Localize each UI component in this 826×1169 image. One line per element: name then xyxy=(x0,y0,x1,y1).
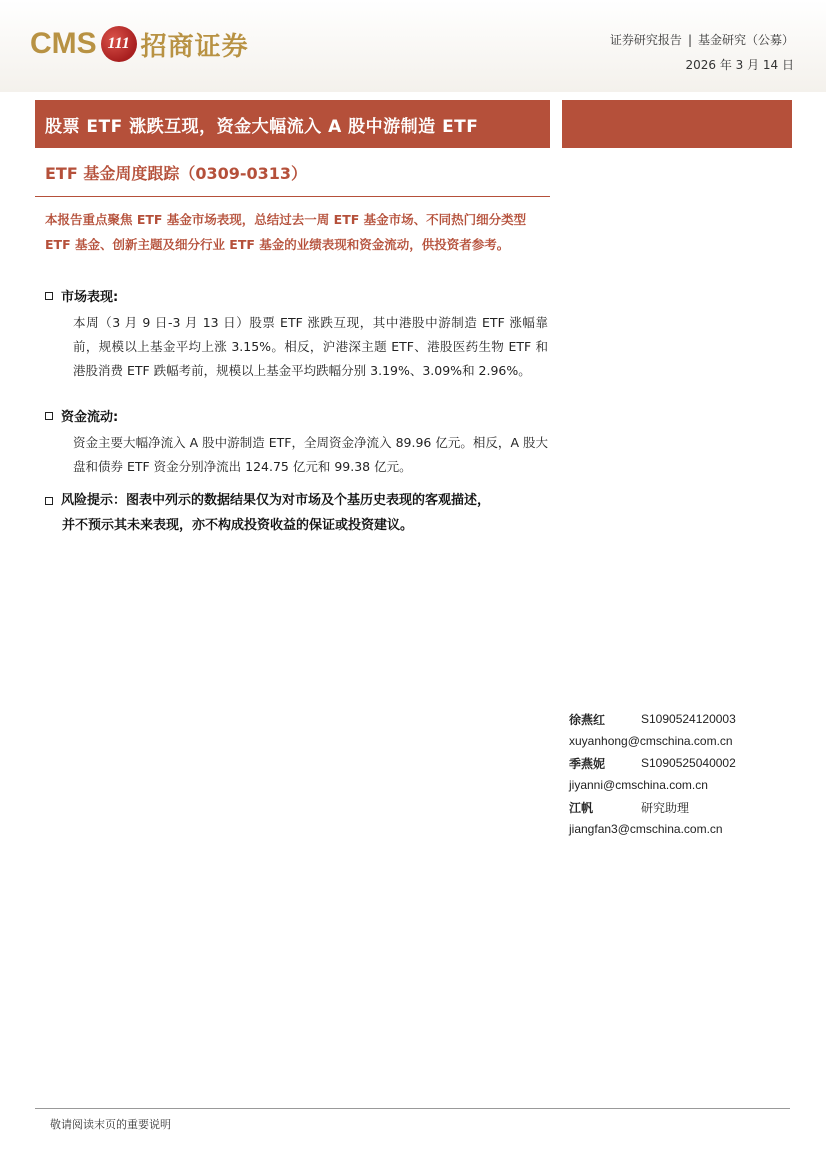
section-heading xyxy=(45,406,550,425)
sidebar-title-bar xyxy=(562,100,792,148)
subtitle-divider xyxy=(35,196,550,197)
analyst-name: 徐燕红 xyxy=(569,712,606,727)
section-body: 本周（3 月 9 日-3 月 13 日）股票 ETF 涨跌互现，其中港股中游制造 ETF 涨幅靠前，规模以上基金平均上涨 3.15%。相反，沪港深主题 ETF、港股医药生物 ETF 和港股消费 ETF 跌幅考前，规模以上基金平均跌幅分别 3.19%、3.09%和 2.96%。 xyxy=(73,315,548,378)
section-market-performance xyxy=(45,286,550,383)
logo-badge-icon: 111 xyxy=(101,26,137,62)
checkbox-icon xyxy=(45,412,53,420)
risk-line-1: 风险提示：图表中列示的数据结果仅为对市场及个基历史表现的客观描述， xyxy=(61,493,491,508)
checkbox-icon xyxy=(45,292,53,300)
analyst-email[interactable]: jiangfan3@cmschina.com.cn xyxy=(569,822,723,836)
footer-divider xyxy=(35,1108,790,1109)
section-body: 资金主要大幅净流入 A 股中游制造 ETF，全周资金净流入 89.96 亿元。相反，A 股大盘和债券 ETF 资金分别净流出 124.75 亿元和 99.38 亿元。 xyxy=(73,435,548,474)
logo-text-en: CMS xyxy=(30,27,97,60)
analyst-code: S1090525040002 xyxy=(641,756,736,770)
report-date: 2026 年 3 月 14 日 xyxy=(685,58,794,72)
section-fund-flow xyxy=(45,406,550,479)
analyst-name: 江帆 xyxy=(569,800,594,815)
section-heading-label: 资金流动: xyxy=(61,410,119,425)
analyst-entry xyxy=(569,752,789,796)
analyst-name: 季燕妮 xyxy=(569,756,606,771)
report-type: 证券研究报告 xyxy=(609,33,682,47)
report-summary: 本报告重点聚焦 ETF 基金市场表现，总结过去一周 ETF 基金市场、不同热门细分类型 ETF 基金、创新主题及细分行业 ETF 基金的业绩表现和资金流动，供投资者参考。 xyxy=(45,212,527,252)
analyst-role: 研究助理 xyxy=(641,800,690,815)
analyst-email[interactable]: jiyanni@cmschina.com.cn xyxy=(569,778,708,792)
report-category: 基金研究（公募） xyxy=(697,33,794,47)
section-heading-label: 市场表现: xyxy=(61,290,119,305)
section-heading xyxy=(45,286,550,305)
logo-text-cn: 招商证券 xyxy=(140,31,249,62)
company-logo xyxy=(30,22,249,66)
risk-warning xyxy=(45,488,550,538)
meta-separator: | xyxy=(687,33,692,47)
checkbox-icon xyxy=(45,497,53,505)
analyst-entry xyxy=(569,708,789,752)
analyst-email[interactable]: xuyanhong@cmschina.com.cn xyxy=(569,734,733,748)
analyst-entry xyxy=(569,796,789,840)
footer-note: 敬请阅读末页的重要说明 xyxy=(50,1118,171,1131)
risk-line-2: 并不预示其未来表现，亦不构成投资收益的保证或投资建议。 xyxy=(62,518,414,533)
analyst-code: S1090524120003 xyxy=(641,712,736,726)
title-bar xyxy=(35,100,550,148)
document-meta xyxy=(610,28,794,78)
report-title: 股票 ETF 涨跌互现，资金大幅流入 A 股中游制造 ETF xyxy=(45,117,479,137)
analyst-list xyxy=(569,708,789,840)
report-subtitle: ETF 基金周度跟踪（0309-0313） xyxy=(45,164,308,183)
